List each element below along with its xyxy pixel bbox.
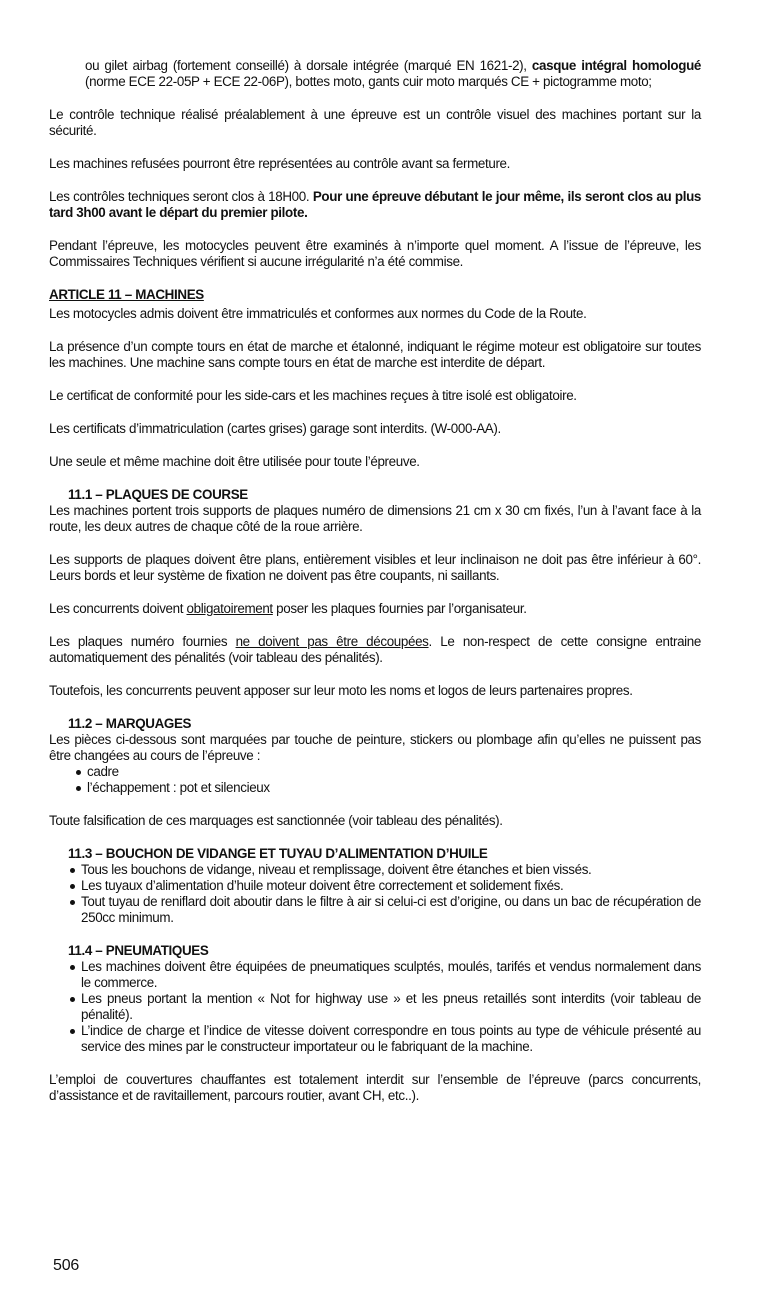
marquages-list bbox=[49, 764, 701, 796]
article-11-heading: ARTICLE 11 – MACHINES bbox=[49, 287, 204, 302]
list-item: L’indice de charge et l’indice de vitesse doivent correspondre en tous points au type de véhicule présenté au service des mines par le constructeur importateur ou le fabriquant de la machine. bbox=[69, 1023, 701, 1055]
list-item: Les machines doivent être équipées de pneumatiques sculptés, moulés, tarifés et vendus normalement dans le commerce. bbox=[69, 959, 701, 991]
section-11-1-paragraph-5: Toutefois, les concurrents peuvent apposer sur leur moto les noms et logos de leurs partenaires propres. bbox=[49, 683, 633, 698]
p3-underlined: obligatoirement bbox=[186, 601, 273, 616]
article-11-paragraph-1: Les motocycles admis doivent être immatriculés et conformes aux normes du Code de la Route. bbox=[49, 306, 587, 321]
list-item: Les tuyaux d’alimentation d’huile moteur doivent être correctement et solidement fixés. bbox=[69, 878, 701, 894]
article-11-paragraph-2: La présence d’un compte tours en état de marche et étalonné, indiquant le régime moteur est obligatoire sur toutes les machines. Une machine sans compte tours en état de marche est interdite de départ. bbox=[49, 339, 701, 370]
article-11-paragraph-4: Les certificats d’immatriculation (cartes grises) garage sont interdits. (W-000-AA). bbox=[49, 421, 501, 436]
section-11-1-paragraph-4 bbox=[49, 634, 701, 666]
paragraph-refusees: Les machines refusées pourront être représentées au contrôle avant sa fermeture. bbox=[49, 156, 511, 171]
p4-text-a: Les plaques numéro fournies bbox=[49, 634, 236, 649]
bouchon-list bbox=[49, 862, 701, 926]
list-item: l’échappement : pot et silencieux bbox=[75, 780, 701, 796]
section-11-2-paragraph-1: Les pièces ci-dessous sont marquées par touche de peinture, stickers ou plombage afin qu’elles ne puissent pas être changées au cours de l’épreuve : bbox=[49, 732, 701, 763]
section-11-4-heading: 11.4 – PNEUMATIQUES bbox=[68, 943, 209, 958]
section-11-1-heading: 11.1 – PLAQUES DE COURSE bbox=[68, 487, 248, 502]
intro-text-1: ou gilet airbag (fortement conseillé) à dorsale intégrée (marqué EN 1621-2), bbox=[85, 58, 532, 73]
paragraph-controle: Le contrôle technique réalisé préalablement à une épreuve est un contrôle visuel des machines portant sur la sécurité. bbox=[49, 107, 701, 138]
section-11-3-heading: 11.3 – BOUCHON DE VIDANGE ET TUYAU D’ALIMENTATION D’HUILE bbox=[68, 846, 488, 861]
pneumatiques-list bbox=[49, 959, 701, 1055]
list-item: Tous les bouchons de vidange, niveau et remplissage, doivent être étanches et bien vissés. bbox=[69, 862, 701, 878]
p3-text-a: Les concurrents doivent bbox=[49, 601, 187, 616]
section-11-1-paragraph-1: Les machines portent trois supports de plaques numéro de dimensions 21 cm x 30 cm fixés, l’un à l’avant face à la route, les deux autres de chaque côté de la roue arrière. bbox=[49, 503, 701, 534]
list-item: Tout tuyau de reniflard doit aboutir dans le filtre à air si celui-ci est d’origine, ou dans un bac de récupération de 250cc minimum. bbox=[69, 894, 701, 926]
p3-text-b: poser les plaques fournies par l’organisateur. bbox=[272, 601, 527, 616]
intro-text-2: (norme ECE 22-05P + ECE 22-06P), bottes moto, gants cuir moto marqués CE + pictogramme moto; bbox=[85, 74, 652, 89]
clos-bold-text: Pour une épreuve débutant le jour même, ils seront clos au plus tard 3h00 avant le départ du premier pilote. bbox=[49, 189, 701, 220]
section-11-1-paragraph-3 bbox=[49, 601, 701, 617]
p4-underlined: ne doivent pas être découpées bbox=[235, 634, 429, 649]
paragraph-pendant: Pendant l’épreuve, les motocycles peuvent être examinés à n’importe quel moment. A l’issue de l’épreuve, les Commissaires Techniques vérifient si aucune irrégularité n’a été commise. bbox=[49, 238, 701, 269]
intro-equipment-paragraph bbox=[49, 58, 701, 90]
section-11-2-heading: 11.2 – MARQUAGES bbox=[68, 716, 192, 731]
list-item: Les pneus portant la mention « Not for highway use » et les pneus retaillés sont interdits (voir tableau de pénalité). bbox=[69, 991, 701, 1023]
article-11-paragraph-3: Le certificat de conformité pour les side-cars et les machines reçues à titre isolé est obligatoire. bbox=[49, 388, 577, 403]
list-item: cadre bbox=[75, 764, 701, 780]
section-11-2-paragraph-2: Toute falsification de ces marquages est sanctionnée (voir tableau des pénalités). bbox=[49, 813, 503, 828]
page-content bbox=[49, 58, 701, 1121]
paragraph-clos bbox=[49, 189, 701, 221]
section-11-4-final-paragraph: L’emploi de couvertures chauffantes est totalement interdit sur l’ensemble de l’épreuve (parcs concurrents, d’assistance et de ravitaillement, parcours routier, avant CH, etc..). bbox=[49, 1072, 701, 1103]
clos-text: Les contrôles techniques seront clos à 18H00. bbox=[49, 189, 313, 204]
article-11-paragraph-5: Une seule et même machine doit être utilisée pour toute l’épreuve. bbox=[49, 454, 420, 469]
p4-text-b: . Le non-respect de cette consigne entraine automatiquement des pénalités (voir tableau des pénalités). bbox=[49, 634, 701, 665]
intro-bold-helmet: casque intégral homologué bbox=[531, 58, 701, 73]
section-11-1-paragraph-2: Les supports de plaques doivent être plans, entièrement visibles et leur inclinaison ne doit pas être inférieur à 60°. Leurs bords et leur système de fixation ne doivent pas être coupants, ni saillants. bbox=[49, 552, 701, 583]
page-number: 506 bbox=[53, 1257, 80, 1274]
